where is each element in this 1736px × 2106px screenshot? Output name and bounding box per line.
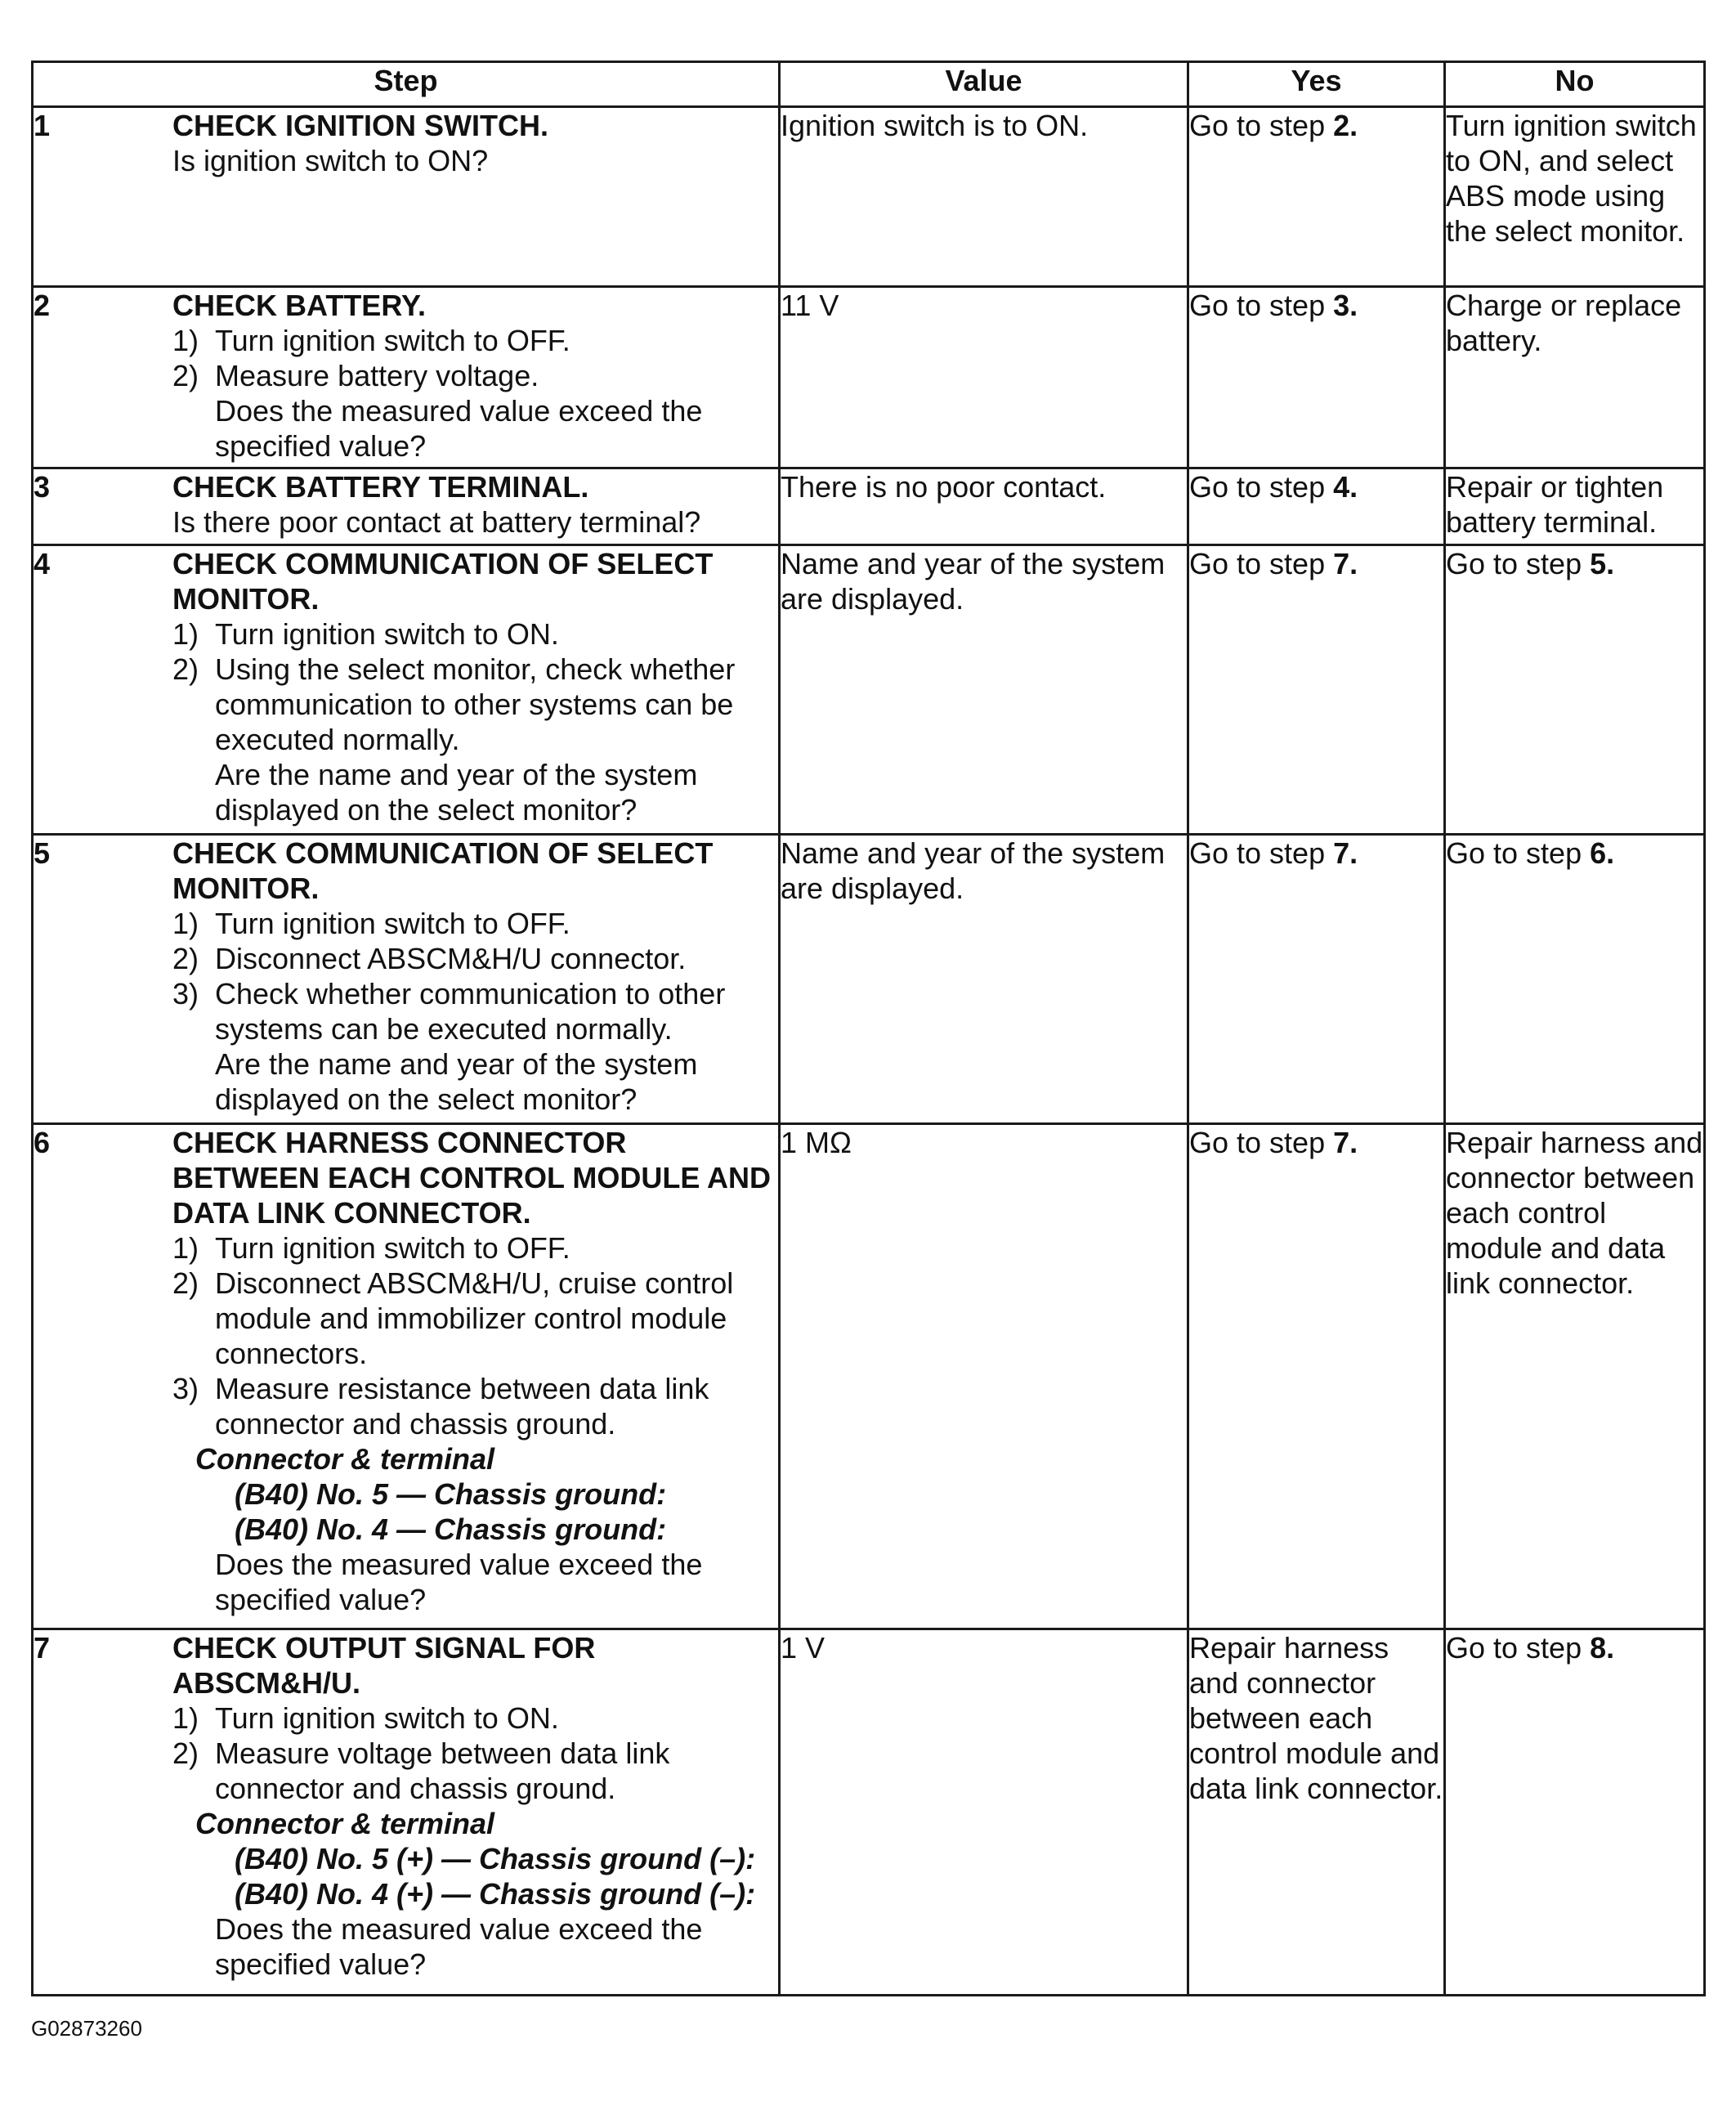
step-number: 6 [34,1126,51,1159]
substep-number: 1) [172,324,199,357]
step-body [172,546,778,827]
substep-text: Measure resistance between data link connector and chassis ground. [215,1372,709,1441]
no-action-text: Repair harness and connector between each control module and data link connector. [1446,1126,1703,1300]
substep-number: 1) [172,617,199,651]
step-cell [33,835,780,1124]
substep [172,1266,778,1371]
no-cell [1445,545,1705,835]
no-action-text: Turn ignition switch to ON, and select ABS mode using the select monitor. [1446,109,1697,248]
step-cell [33,287,780,468]
step-number: 5 [34,836,51,870]
yes-goto-prefix: Go to step [1189,109,1334,142]
step-question: Does the measured value exceed the specified value? [215,1548,703,1616]
substep-text: Turn ignition switch to OFF. [215,1231,570,1265]
step-body [172,836,778,1117]
yes-goto-prefix: Go to step [1189,836,1334,870]
yes-action-text: Repair harness and connector between each control module and data link connector. [1189,1631,1443,1805]
yes-cell [1188,545,1445,835]
connector-terminal-line: (B40) No. 4 — Chassis ground: [235,1512,667,1546]
substep-text: Turn ignition switch to ON. [215,1701,559,1735]
substep-text: Turn ignition switch to OFF. [215,907,570,940]
table-row [33,468,1705,545]
substep [172,1700,778,1736]
substep-number: 2) [172,1736,199,1770]
value-cell: 1 MΩ [780,1124,1188,1629]
table-row [33,1124,1705,1629]
step-number: 2 [34,289,51,322]
value-cell: Ignition switch is to ON. [780,107,1188,287]
table-row [33,545,1705,835]
no-action-text: Charge or replace battery. [1446,289,1682,357]
no-cell [1445,468,1705,545]
step-number: 7 [34,1631,51,1665]
step-title: CHECK BATTERY. [172,289,427,322]
yes-cell [1188,1629,1445,1996]
no-cell [1445,1629,1705,1996]
substep-number: 1) [172,907,199,940]
no-cell [1445,107,1705,287]
step-question: Does the measured value exceed the specified value? [215,1912,703,1981]
step-body [172,108,778,178]
no-goto-prefix: Go to step [1446,1631,1591,1665]
substep [172,616,778,652]
step-title: CHECK COMMUNICATION OF SELECT MONITOR. [172,836,714,905]
header-row [33,62,1705,107]
substep [172,906,778,941]
table-row [33,1629,1705,1996]
step-cell [33,1629,780,1996]
yes-cell [1188,287,1445,468]
yes-goto-prefix: Go to step [1189,289,1334,322]
yes-cell [1188,1124,1445,1629]
no-cell [1445,1124,1705,1629]
step-cell [33,107,780,287]
yes-goto-step: 2. [1333,109,1358,142]
step-number: 4 [34,547,51,580]
step-body [172,1125,778,1617]
value-cell: Name and year of the system are displayed. [780,835,1188,1124]
substep-number: 2) [172,652,199,686]
diagnostic-table [31,60,1706,1996]
no-cell [1445,287,1705,468]
table-row [33,287,1705,468]
step-title: CHECK HARNESS CONNECTOR BETWEEN EACH CONTROL MODULE AND DATA LINK CONNECTOR. [172,1126,771,1230]
step-number: 1 [34,109,51,142]
yes-goto-prefix: Go to step [1189,470,1334,504]
substep-text: Turn ignition switch to ON. [215,617,559,651]
substep [172,1736,778,1806]
substep-number: 2) [172,1266,199,1300]
substep-text: Measure voltage between data link connector and chassis ground. [215,1736,670,1805]
substep-text: Using the select monitor, check whether communication to other systems can be executed normally. [215,652,736,756]
yes-goto-step: 3. [1333,289,1358,322]
yes-cell [1188,468,1445,545]
connector-terminal-title: Connector & terminal [195,1442,495,1476]
table-row [33,107,1705,287]
yes-cell [1188,835,1445,1124]
yes-cell [1188,107,1445,287]
value-cell: There is no poor contact. [780,468,1188,545]
substep-number: 2) [172,942,199,975]
substep [172,358,778,393]
table-row [33,835,1705,1124]
no-goto-prefix: Go to step [1446,547,1591,580]
yes-goto-step: 7. [1333,1126,1358,1159]
step-title: CHECK IGNITION SWITCH. [172,109,548,142]
value-cell: 1 V [780,1629,1188,1996]
step-body [172,1630,778,1982]
yes-goto-prefix: Go to step [1189,1126,1334,1159]
yes-goto-step: 4. [1333,470,1358,504]
substep [172,1230,778,1266]
substep [172,976,778,1046]
no-goto-step: 5. [1590,547,1615,580]
step-cell [33,545,780,835]
step-number: 3 [34,470,51,504]
step-body [172,469,778,540]
substep-number: 2) [172,359,199,392]
no-cell [1445,835,1705,1124]
step-cell [33,1124,780,1629]
step-question: Is there poor contact at battery terminal? [172,505,701,539]
step-cell [33,468,780,545]
header-step: Step [33,62,780,107]
no-goto-step: 8. [1590,1631,1615,1665]
substep-number: 1) [172,1701,199,1735]
table-body [33,107,1705,1996]
substep [172,941,778,976]
no-action-text: Repair or tighten battery terminal. [1446,470,1664,539]
substep-text: Measure battery voltage. [215,359,539,392]
connector-terminal-line: (B40) No. 4 (+) — Chassis ground (–): [235,1877,756,1911]
yes-goto-prefix: Go to step [1189,547,1334,580]
step-title: CHECK OUTPUT SIGNAL FOR ABSCM&H/U. [172,1631,596,1700]
step-body [172,288,778,464]
substep-text: Disconnect ABSCM&H/U, cruise control module and immobilizer control module connectors. [215,1266,734,1370]
value-cell: Name and year of the system are displayed. [780,545,1188,835]
figure-id: G02873260 [31,2016,142,2041]
connector-terminal-line: (B40) No. 5 — Chassis ground: [235,1477,667,1511]
substep-text: Turn ignition switch to OFF. [215,324,570,357]
substep [172,1371,778,1441]
substep-number: 1) [172,1231,199,1265]
header-value: Value [780,62,1188,107]
value-cell: 11 V [780,287,1188,468]
substep-text: Disconnect ABSCM&H/U connector. [215,942,687,975]
step-question: Does the measured value exceed the specified value? [215,394,703,463]
connector-terminal-line: (B40) No. 5 (+) — Chassis ground (–): [235,1842,756,1875]
yes-goto-step: 7. [1333,547,1358,580]
substep-number: 3) [172,1372,199,1405]
substep-number: 3) [172,977,199,1010]
substep [172,652,778,757]
substep [172,323,778,358]
no-goto-prefix: Go to step [1446,836,1591,870]
connector-terminal-title: Connector & terminal [195,1807,495,1840]
substep-text: Check whether communication to other systems can be executed normally. [215,977,726,1046]
yes-goto-step: 7. [1333,836,1358,870]
step-question: Are the name and year of the system displayed on the select monitor? [215,1047,698,1116]
step-question: Is ignition switch to ON? [172,144,489,177]
no-goto-step: 6. [1590,836,1615,870]
step-title: CHECK BATTERY TERMINAL. [172,470,589,504]
header-no: No [1445,62,1705,107]
step-question: Are the name and year of the system displayed on the select monitor? [215,758,698,827]
header-yes: Yes [1188,62,1445,107]
step-title: CHECK COMMUNICATION OF SELECT MONITOR. [172,547,714,616]
